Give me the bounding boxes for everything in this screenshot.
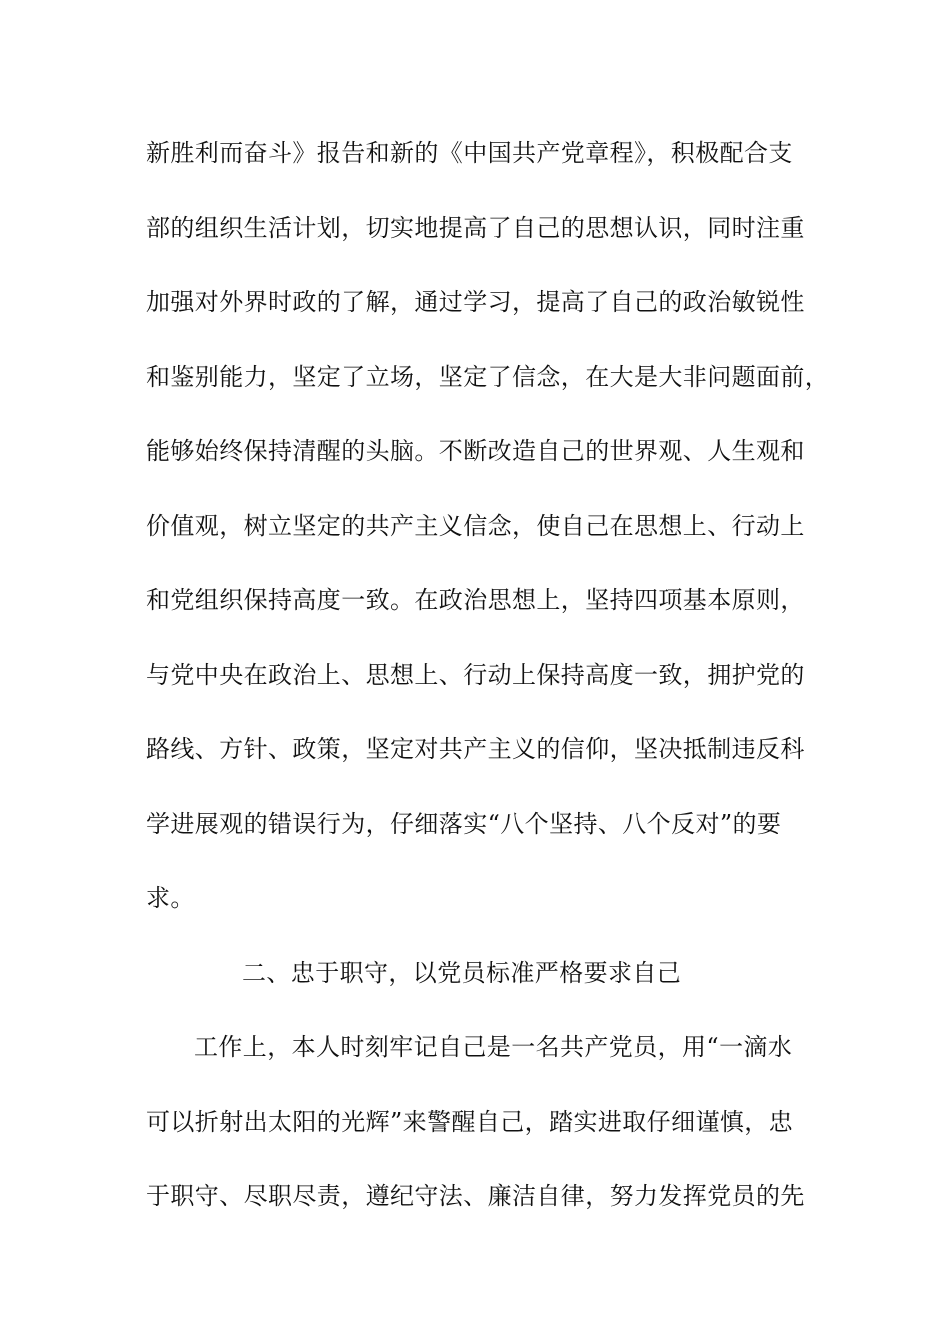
paragraph-line: 和党组织保持高度一致。在政治思想上，坚持四项基本原则， [146,586,805,614]
paragraph-line: 部的组织生活计划，切实地提高了自己的思想认识，同时注重 [146,213,805,242]
document-body [146,129,836,1247]
paragraph-line: 学进展观的错误行为，仔细落实“八个坚持、八个反对”的要 [146,809,782,838]
paragraph-line: 和鉴别能力，坚定了立场，坚定了信念，在大是大非问题面前， [146,362,830,391]
paragraph-line: 新胜利而奋斗》报告和新的《中国共产党章程》，积极配合支 [146,139,793,167]
paragraph-line: 可以折射出太阳的光辉”来警醒自己，踏实进取仔细谨慎，忠 [146,1107,794,1136]
paragraph-line: 求。 [146,884,195,912]
paragraph-line: 加强对外界时政的了解，通过学习，提高了自己的政治敏锐性 [146,288,805,316]
paragraph-line: 与党中央在政治上、思想上、行动上保持高度一致，拥护党的 [146,660,805,689]
paragraph-line: 价值观，树立坚定的共产主义信念，使自己在思想上、行动上 [146,511,805,540]
paragraph-line: 工作上，本人时刻牢记自己是一名共产党员，用“一滴水 [194,1033,793,1061]
paragraph-line: 于职守、尽职尽责，遵纪守法、廉洁自律，努力发挥党员的先 [146,1182,805,1210]
paragraph-line: 路线、方针、政策，坚定对共产主义的信仰，坚决抵制违反科 [146,735,805,763]
paragraph-line: 能够始终保持清醒的头脑。不断改造自己的世界观、人生观和 [146,437,805,465]
section-heading: 二、忠于职守，以党员标准严格要求自己 [242,958,682,987]
